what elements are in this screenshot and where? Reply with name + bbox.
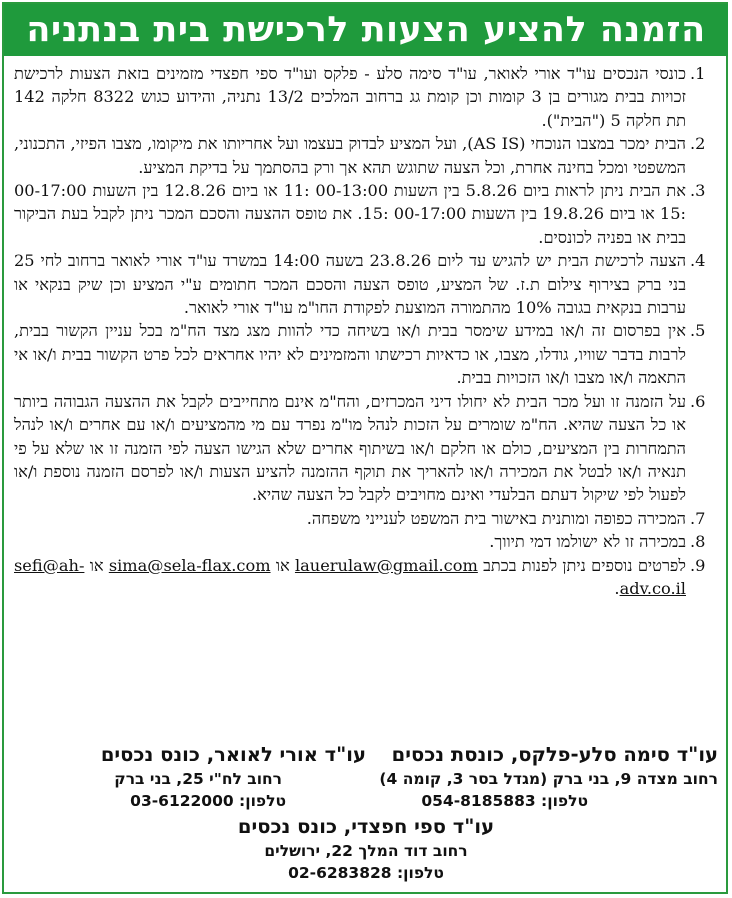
clause-number: 9. — [690, 555, 706, 575]
notice-body — [14, 62, 718, 600]
clause-number: 4. — [690, 251, 706, 271]
signatory-lauer — [14, 742, 366, 812]
signatory-sela — [366, 742, 718, 812]
signatory-name: עו"ד אורי לאואר, כונס נכסים — [100, 743, 366, 766]
signatory-hefetzdi — [14, 814, 718, 884]
clause-number: 2. — [690, 134, 706, 154]
signature-block — [14, 742, 718, 884]
notice-title: הזמנה להציע הצעות לרכישת בית בנתניה — [4, 4, 728, 56]
signature-row — [14, 742, 718, 812]
clause-item — [14, 249, 718, 319]
email-link-lauer[interactable]: lauerulaw@gmail.com — [294, 555, 478, 575]
signatory-name: עו"ד ספי חפצדי, כונס נכסים — [237, 815, 495, 838]
clause-text: המכירה כפופה ומותנית באישור בית המשפט לענייני משפחה. — [306, 508, 686, 528]
clause-text: את הבית ניתן לראות ביום 5.8.26 בין השעות 00-13:00 :11 או ביום 12.8.26 בין השעות 00-17:00 :15 או ביום 19.8.26 בין השעות 00-17:00 :15. את טופס ההצעה והסכם המכר ניתן לקבל בעת הביקור בבית או בפניה לכונסים. — [14, 181, 686, 247]
signatory-phone: טלפון: 02-6283828 — [288, 864, 444, 882]
or-text: או — [275, 555, 290, 575]
clause-number: 5. — [690, 321, 706, 341]
period-text: . — [614, 578, 620, 598]
signatory-address: רחוב מצדה 9, בני ברק (מגדל בסר 3, קומה 4) — [379, 770, 718, 788]
signatory-phone: טלפון: 054-8185883 — [421, 792, 588, 810]
clause-number: 7. — [690, 508, 706, 528]
clauses-list — [14, 62, 718, 600]
email-link-hefetzdi[interactable]: sefi@ah-adv.co.il — [14, 555, 686, 598]
clause-number: 3. — [690, 181, 706, 201]
or-text: או — [89, 555, 104, 575]
signatory-address: רחוב לח"י 25, בני ברק — [114, 770, 282, 788]
clause-text: הצעה לרכישת הבית יש להגיש עד ליום 23.8.26 בשעה 14:00 במשרד עו"ד אורי לאואר ברחוב לחי 25 בני ברק בצירוף צילום ת.ז. של המציע, טופס הצעה והסכם המכר חתומים ע"י המציע וכן שיק בנקאי או ערבות בנקאית בגובה 10% מהתמורה המוצעת לפקודת החו"מ עו"ד אורי לאואר. — [14, 251, 687, 318]
clause-item — [14, 132, 718, 179]
clause-item — [14, 319, 718, 389]
email-link-sela[interactable]: sima@sela-flax.com — [108, 555, 271, 575]
clause-text: אין בפרסום זה ו/או במידע שימסר בבית ו/או בשיחה כדי להוות מצג מצד הח"מ בכל עניין הקשור בבית, לרבות בדבר שוויו, גודלו, מצבו, או כדאיות רכישתו והמזמינים לא יהיו אחראים לכל פרט הקשור בבית ו/או אי התאמה ו/או מצבו ו/או הזכויות בבית. — [14, 321, 686, 388]
clause-text: במכירה זו לא ישולמו דמי תיווך. — [489, 532, 686, 552]
signatory-name: עו"ד סימה סלע-פלקס, כונסת נכסים — [391, 743, 718, 766]
clause-text: הבית ימכר במצבו הנוכחי (AS IS), ועל המציע לבדוק בעצמו ועל אחריותו את מיקומו, מצבו הפיזי, התכנוני, המשפטי ומכל בחינה אחרת, וכל הצעה שתוגש תהא אך ורק בהסתמך על בדיקת המציע. — [14, 134, 686, 177]
clause-number: 6. — [690, 391, 706, 411]
clause-number: 1. — [690, 64, 706, 83]
contact-prefix: לפרטים נוספים ניתן לפנות בכתב — [483, 555, 686, 575]
clause-text: כונסי הנכסים עו"ד אורי לאואר, עו"ד סימה סלע - פלקס ועו"ד ספי חפצדי מזמינים בזאת הצעות לרכישת זכויות בבית מגורים בן 3 קומות וכן קומת גג ברחוב המלכים 13/2 נתניה, והידוע כגוש 8322 חלקה 142 תת חלקה 5 ("הבית"). — [14, 64, 686, 130]
clause-item — [14, 62, 718, 132]
clause-item — [14, 179, 718, 249]
signatory-address: רחוב דוד המלך 22, ירושלים — [264, 842, 468, 860]
clause-item — [14, 530, 718, 553]
contact-clause — [14, 554, 718, 601]
clause-item — [14, 507, 718, 530]
clause-number: 8. — [690, 532, 706, 552]
signatory-phone: טלפון: 03-6122000 — [130, 792, 286, 810]
clause-item — [14, 390, 718, 507]
clause-text: על הזמנה זו ועל מכר הבית לא יחולו דיני המכרזים, והח"מ אינם מתחייבים לקבל את ההצעה הגבוהה ביותר או כל הצעה שהיא. הח"מ שומרים על הזכות לנהל מו"מ נפרד עם מי מהמציעים ו/או עם אחרים ו/או לנהל התמחרות בין המציעים, כולם או חלקם ו/או בשיתוף אחרים שלא הגישו הצעה לפי הזמנה זו או שלא על פי תנאיה ו/או לבטל את המכירה ו/או להאריך את תוקף ההזמנה להציע הצעות ו/או לפרסם הזמנה נוספת ו/או לפעול לפי שיקול דעתם הבלעדי ואינם מחויבים לקבל כל הצעה שהיא. — [14, 391, 686, 505]
